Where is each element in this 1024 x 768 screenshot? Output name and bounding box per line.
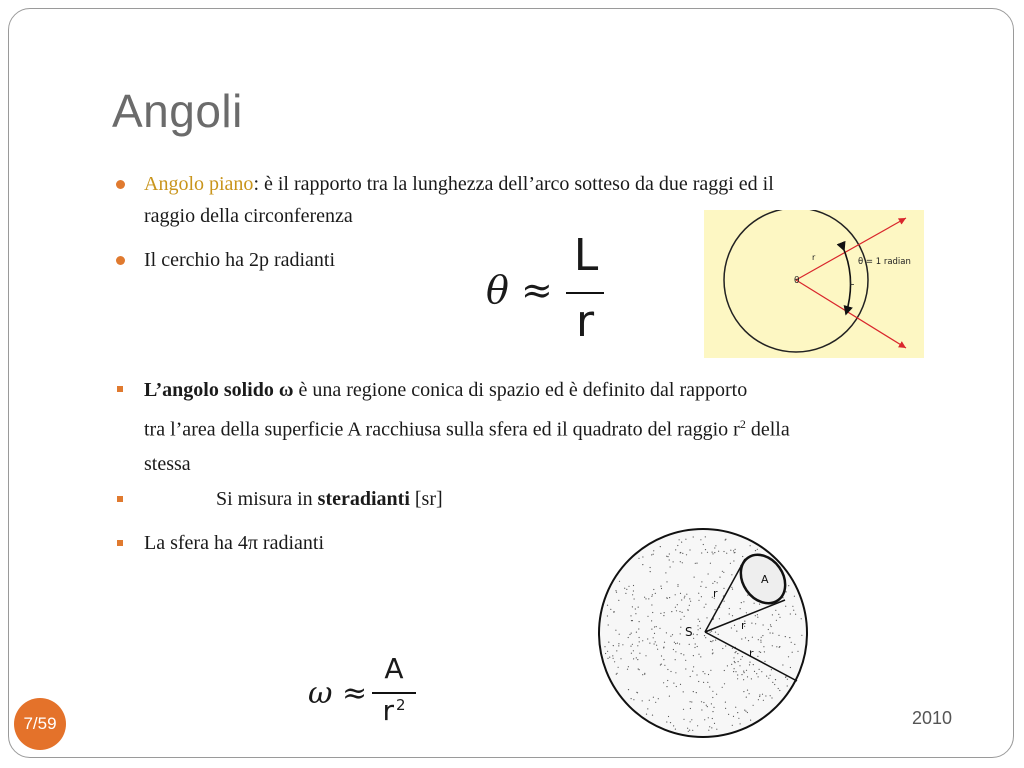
bullet-text-line2: raggio della circonferenza [144, 205, 353, 227]
formula-omega-lhs: ω ≈ [308, 676, 368, 711]
bullet-square [117, 540, 123, 546]
bullet-steradianti [216, 483, 443, 515]
area-label: A [761, 573, 769, 586]
bullet-text-line3: stessa [144, 452, 191, 475]
center-label: S [685, 625, 693, 639]
formula-theta-denominator: r [575, 296, 595, 347]
diagram-background [704, 210, 924, 358]
formula-theta-numerator: L [573, 230, 599, 281]
radian-diagram [704, 210, 924, 358]
bullet-square [117, 386, 123, 392]
bullet-cerchio: Il cerchio ha 2p radianti [144, 249, 336, 271]
bullet-sfera: La sfera ha 4π radianti [144, 532, 325, 554]
radius-label-2: r [741, 619, 746, 632]
fraction-bar [566, 292, 604, 294]
bullet-angolo-solido [144, 373, 974, 481]
angolo-solido-term: L’angolo solido ω [144, 379, 294, 401]
denominator-exponent: 2 [395, 695, 406, 714]
theta-label: θ [794, 276, 800, 286]
bullet-dot [116, 180, 125, 189]
formula-theta-lhs: θ ≈ [486, 268, 553, 312]
solid-angle-diagram [585, 515, 825, 755]
radian-annotation: θ = 1 radian [858, 257, 911, 267]
bullet-text: : è il rapporto tra la lunghezza dell’arco sotteso da due raggi ed il [253, 173, 774, 195]
formula-omega-numerator: A [384, 652, 404, 685]
angolo-piano-term: Angolo piano [144, 173, 254, 195]
radius-label: r [812, 253, 816, 262]
footer-year: 2010 [912, 708, 953, 728]
radius-label-1: r [713, 587, 718, 600]
bullet-text-line2-end: della [745, 418, 790, 441]
arc-length-label: L [849, 278, 855, 288]
bullet-text-end: [sr] [409, 488, 443, 510]
bullet-text-line2: tra l’area della superficie A racchiusa sulla sfera ed il quadrato del raggio r [144, 418, 740, 441]
bullet-square [117, 496, 123, 502]
bullet-text: è una regione conica di spazio ed è definito dal rapporto [293, 379, 748, 401]
formula-omega-denominator [372, 694, 416, 727]
page-number-badge: 7/59 [14, 698, 66, 750]
superscript-2: 2 [739, 417, 746, 431]
bullet-dot [116, 256, 125, 265]
sphere-shape [599, 529, 807, 737]
slide-title: Angoli [112, 85, 243, 137]
steradianti-term: steradianti [317, 488, 410, 510]
denominator-r: r [382, 694, 394, 727]
radius-label-3: r [749, 647, 754, 660]
bullet-text: Si misura in [216, 488, 318, 510]
